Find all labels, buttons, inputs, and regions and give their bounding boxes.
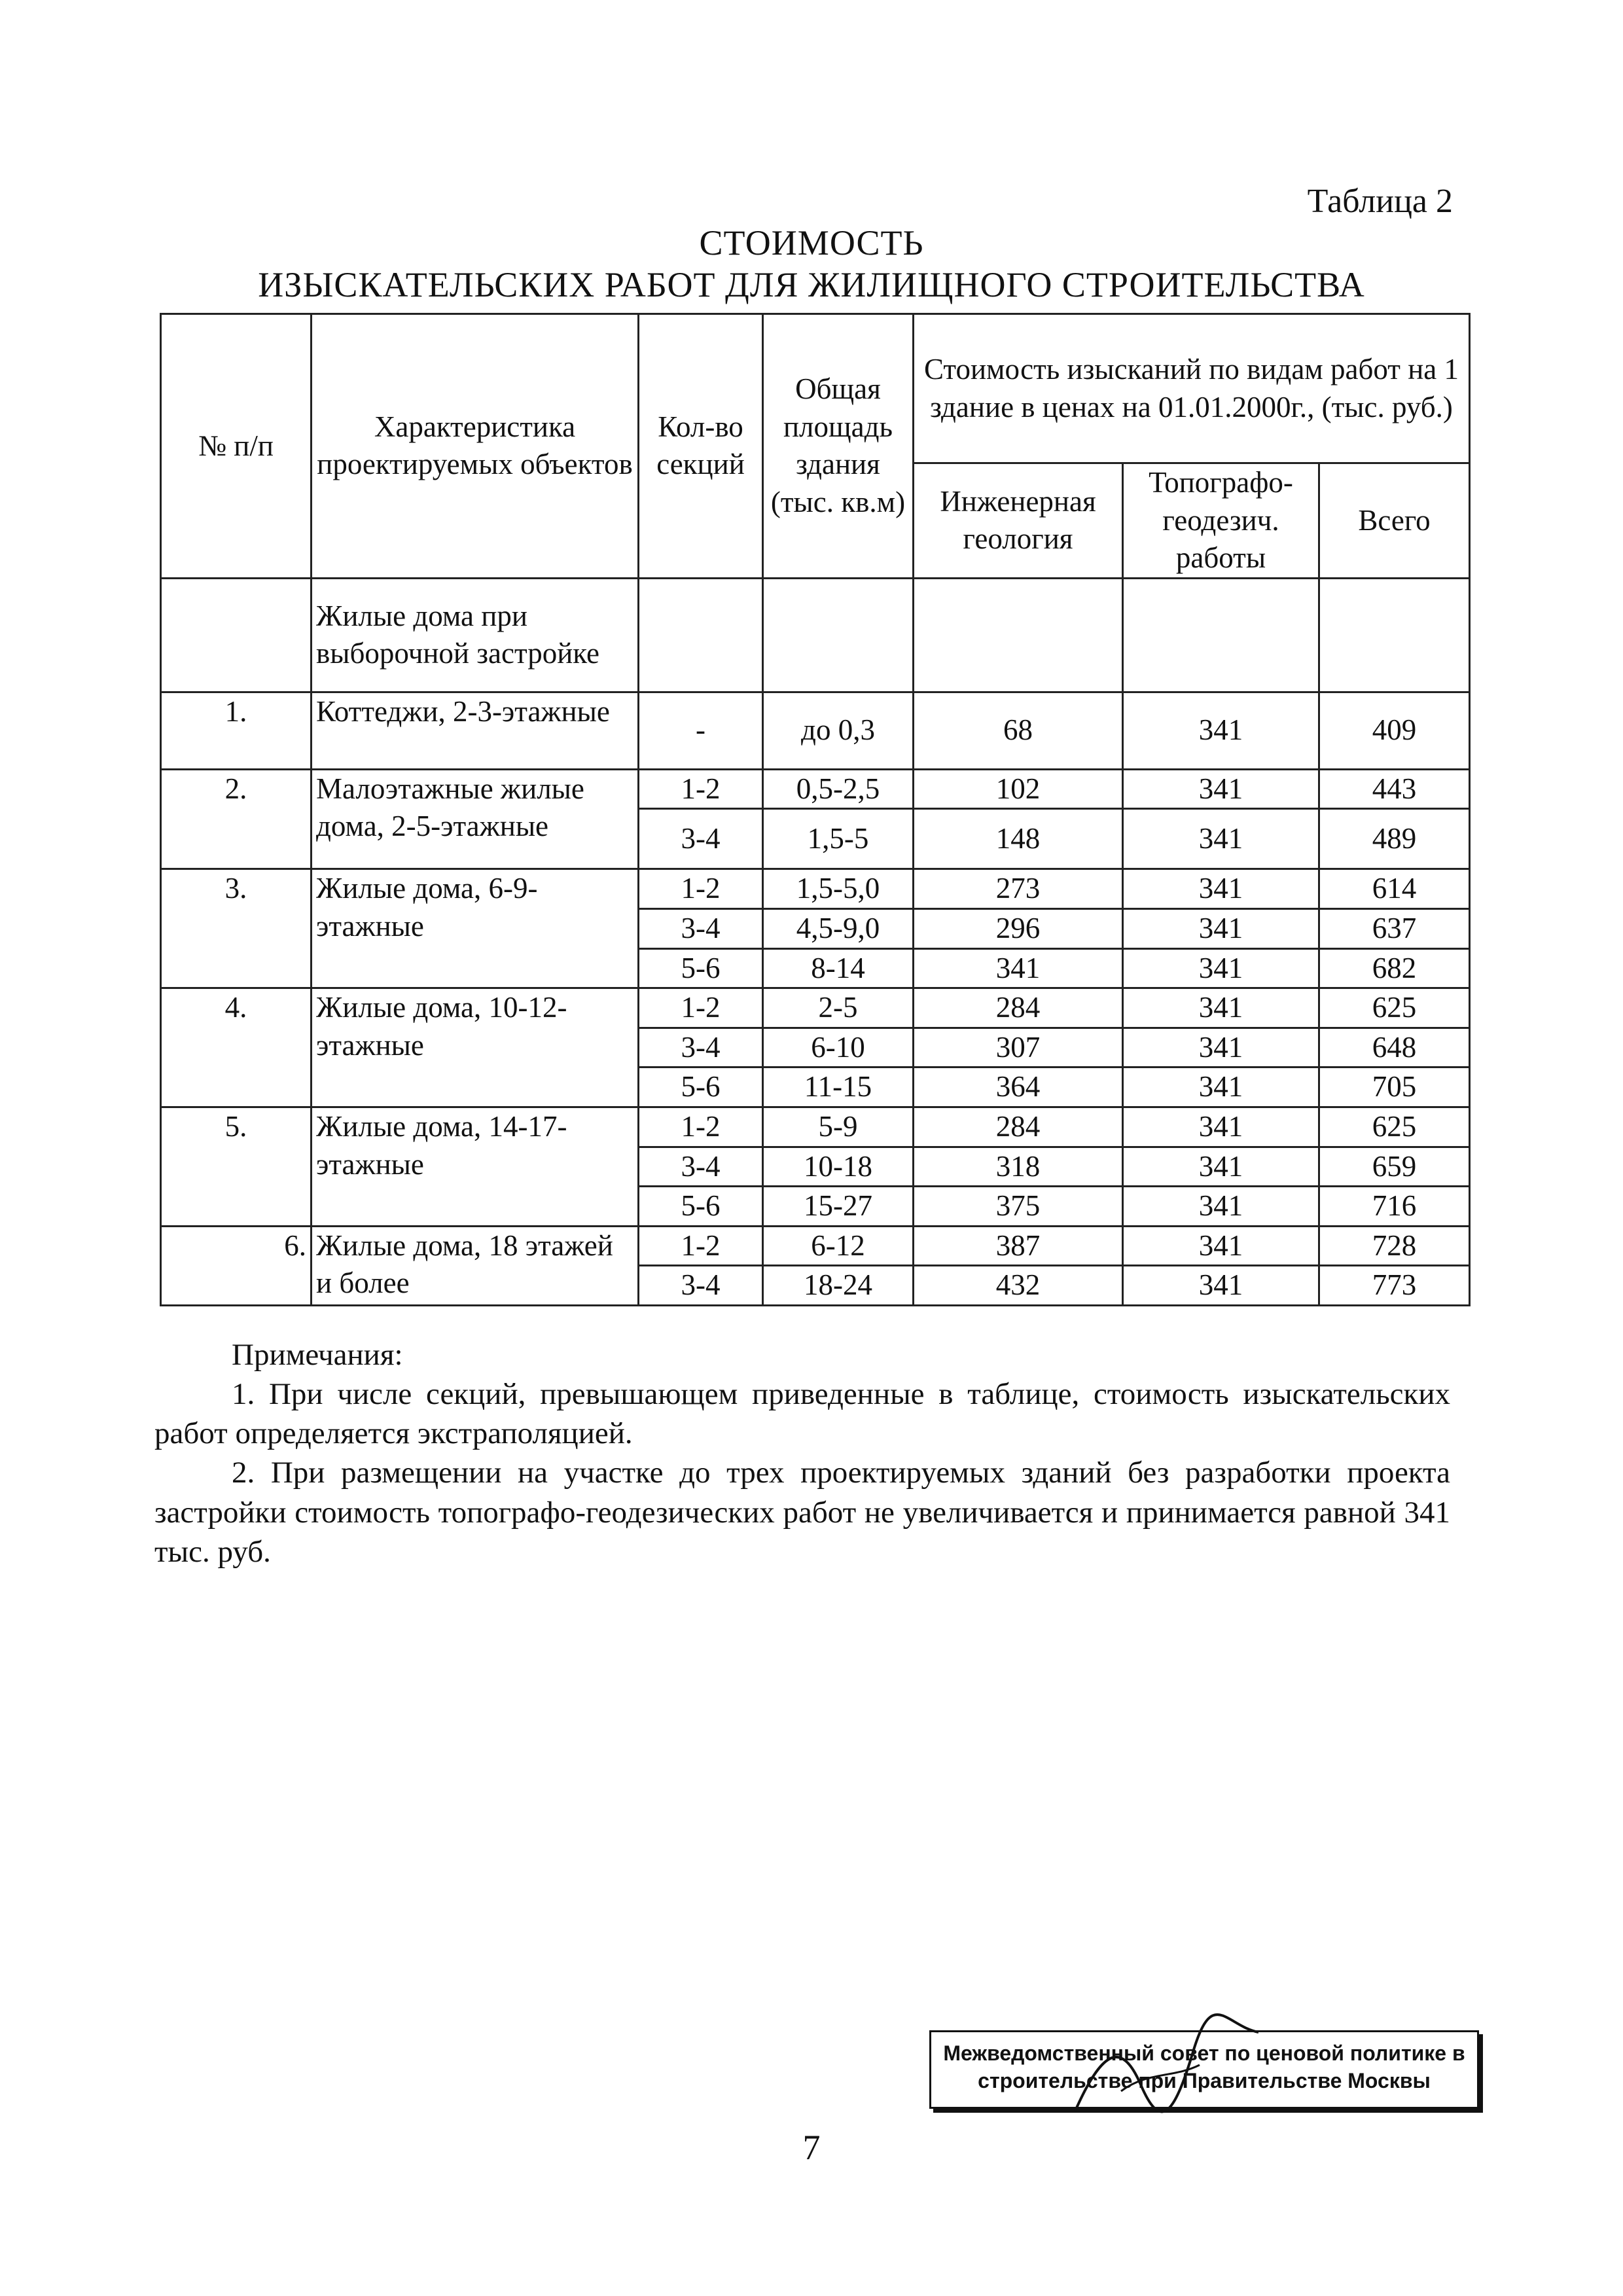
area-cell: 5-9 (763, 1107, 914, 1147)
geology-cost-cell: 307 (914, 1028, 1123, 1067)
sections-cell: 3-4 (639, 1147, 763, 1187)
header-characteristics: Характеристика проектируемых объектов (312, 314, 639, 579)
area-cell: 10-18 (763, 1147, 914, 1187)
object-name: Коттеджи, 2-3-этажные (312, 692, 639, 769)
topo-cost-cell: 341 (1123, 1028, 1319, 1067)
geology-cost-cell: 68 (914, 692, 1123, 769)
table-label: Таблица 2 (1307, 183, 1453, 220)
object-name: Жилые дома, 6-9-этажные (312, 869, 639, 988)
total-cost-cell: 409 (1319, 692, 1470, 769)
total-cost-cell: 443 (1319, 769, 1470, 809)
header-geology: Инженерная геология (914, 463, 1123, 579)
geology-cost-cell: 296 (914, 908, 1123, 948)
sections-cell: 3-4 (639, 908, 763, 948)
table-row (161, 1107, 1470, 1147)
header-sections: Кол-во секций (639, 314, 763, 579)
document-subtitle: ИЗЫСКАТЕЛЬСКИХ РАБОТ ДЛЯ ЖИЛИЩНОГО СТРОИТЕЛЬСТВА (258, 265, 1365, 304)
area-cell: 8-14 (763, 948, 914, 988)
total-cost-cell: 728 (1319, 1226, 1470, 1266)
header-cost-group: Стоимость изысканий по видам работ на 1 здание в ценах на 01.01.2000г., (тыс. руб.) (914, 314, 1470, 463)
table-row (161, 692, 1470, 769)
object-name: Жилые дома, 14-17-этажные (312, 1107, 639, 1226)
area-cell: 1,5-5 (763, 809, 914, 869)
sections-cell: 5-6 (639, 1187, 763, 1227)
topo-cost-cell: 341 (1123, 1147, 1319, 1187)
signature-icon (1062, 2013, 1272, 2124)
sections-cell: 3-4 (639, 809, 763, 869)
area-cell: 4,5-9,0 (763, 908, 914, 948)
geology-cost-cell: 318 (914, 1147, 1123, 1187)
table-body (161, 578, 1470, 1305)
geology-cost-cell: 284 (914, 988, 1123, 1028)
approval-stamp (929, 2030, 1479, 2109)
header-num: № п/п (161, 314, 312, 579)
area-cell: 1,5-5,0 (763, 869, 914, 909)
geology-cost-cell: 273 (914, 869, 1123, 909)
sections-cell: 1-2 (639, 769, 763, 809)
row-number: 3. (161, 869, 312, 988)
row-number: 2. (161, 769, 312, 869)
total-cost-cell: 705 (1319, 1067, 1470, 1107)
area-cell: 6-10 (763, 1028, 914, 1067)
total-cost-cell: 625 (1319, 1107, 1470, 1147)
total-cost-cell: 716 (1319, 1187, 1470, 1227)
header-area: Общая площадь здания (тыс. кв.м) (763, 314, 914, 579)
note-item: 2. При размещении на участке до трех проектируемых зданий без разработки проекта застройки стоимость топографо-геодезических работ не увеличивается и принимается равной 341 тыс. руб. (154, 1456, 1450, 1569)
topo-cost-cell: 341 (1123, 769, 1319, 809)
table-row (161, 769, 1470, 809)
sections-cell: - (639, 692, 763, 769)
table-row (161, 1226, 1470, 1266)
topo-cost-cell: 341 (1123, 1266, 1319, 1306)
geology-cost-cell: 284 (914, 1107, 1123, 1147)
note-item: 1. При числе секций, превышающем приведенные в таблице, стоимость изыскательских работ определяется экстраполяцией. (154, 1377, 1450, 1451)
row-number: 1. (161, 692, 312, 769)
area-cell: 2-5 (763, 988, 914, 1028)
total-cost-cell: 637 (1319, 908, 1470, 948)
area-cell: 6-12 (763, 1226, 914, 1266)
geology-cost-cell: 387 (914, 1226, 1123, 1266)
total-cost-cell: 648 (1319, 1028, 1470, 1067)
total-cost-cell: 625 (1319, 988, 1470, 1028)
cost-table (160, 313, 1471, 1306)
sections-cell: 5-6 (639, 1067, 763, 1107)
geology-cost-cell: 148 (914, 809, 1123, 869)
sections-cell: 3-4 (639, 1266, 763, 1306)
object-name: Жилые дома, 18 этажей и более (312, 1226, 639, 1305)
total-cost-cell: 773 (1319, 1266, 1470, 1306)
total-cost-cell: 614 (1319, 869, 1470, 909)
header-total: Всего (1319, 463, 1470, 579)
row-number: 4. (161, 988, 312, 1107)
area-cell: 15-27 (763, 1187, 914, 1227)
geology-cost-cell: 375 (914, 1187, 1123, 1227)
notes-title: Примечания: (232, 1338, 403, 1372)
topo-cost-cell: 341 (1123, 869, 1319, 909)
total-cost-cell: 682 (1319, 948, 1470, 988)
area-cell: до 0,3 (763, 692, 914, 769)
page-number: 7 (802, 2128, 821, 2167)
topo-cost-cell: 341 (1123, 988, 1319, 1028)
topo-cost-cell: 341 (1123, 908, 1319, 948)
section-row (161, 578, 1470, 692)
topo-cost-cell: 341 (1123, 1107, 1319, 1147)
sections-cell: 5-6 (639, 948, 763, 988)
area-cell: 18-24 (763, 1266, 914, 1306)
geology-cost-cell: 432 (914, 1266, 1123, 1306)
topo-cost-cell: 341 (1123, 1067, 1319, 1107)
row-number: 6. (161, 1226, 312, 1305)
sections-cell: 1-2 (639, 1226, 763, 1266)
object-name: Малоэтажные жилые дома, 2-5-этажные (312, 769, 639, 869)
geology-cost-cell: 341 (914, 948, 1123, 988)
notes (154, 1335, 1450, 1571)
total-cost-cell: 489 (1319, 809, 1470, 869)
topo-cost-cell: 341 (1123, 1226, 1319, 1266)
area-cell: 0,5-2,5 (763, 769, 914, 809)
sections-cell: 1-2 (639, 988, 763, 1028)
topo-cost-cell: 341 (1123, 948, 1319, 988)
row-number: 5. (161, 1107, 312, 1226)
total-cost-cell: 659 (1319, 1147, 1470, 1187)
sections-cell: 1-2 (639, 869, 763, 909)
stamp-line-2: строительстве при Правительстве Москвы (978, 2068, 1431, 2092)
object-name: Жилые дома, 10-12-этажные (312, 988, 639, 1107)
topo-cost-cell: 341 (1123, 809, 1319, 869)
area-cell: 11-15 (763, 1067, 914, 1107)
table-row (161, 988, 1470, 1028)
document-title: СТОИМОСТЬ (699, 223, 924, 262)
geology-cost-cell: 102 (914, 769, 1123, 809)
topo-cost-cell: 341 (1123, 1187, 1319, 1227)
sections-cell: 3-4 (639, 1028, 763, 1067)
header-topo: Топографо-геодезич. работы (1123, 463, 1319, 579)
geology-cost-cell: 364 (914, 1067, 1123, 1107)
topo-cost-cell: 341 (1123, 692, 1319, 769)
section-header: Жилые дома при выборочной застройке (312, 578, 639, 692)
stamp-line-1: Межведомственный совет по ценовой политике в (943, 2041, 1465, 2065)
table-row (161, 869, 1470, 909)
sections-cell: 1-2 (639, 1107, 763, 1147)
